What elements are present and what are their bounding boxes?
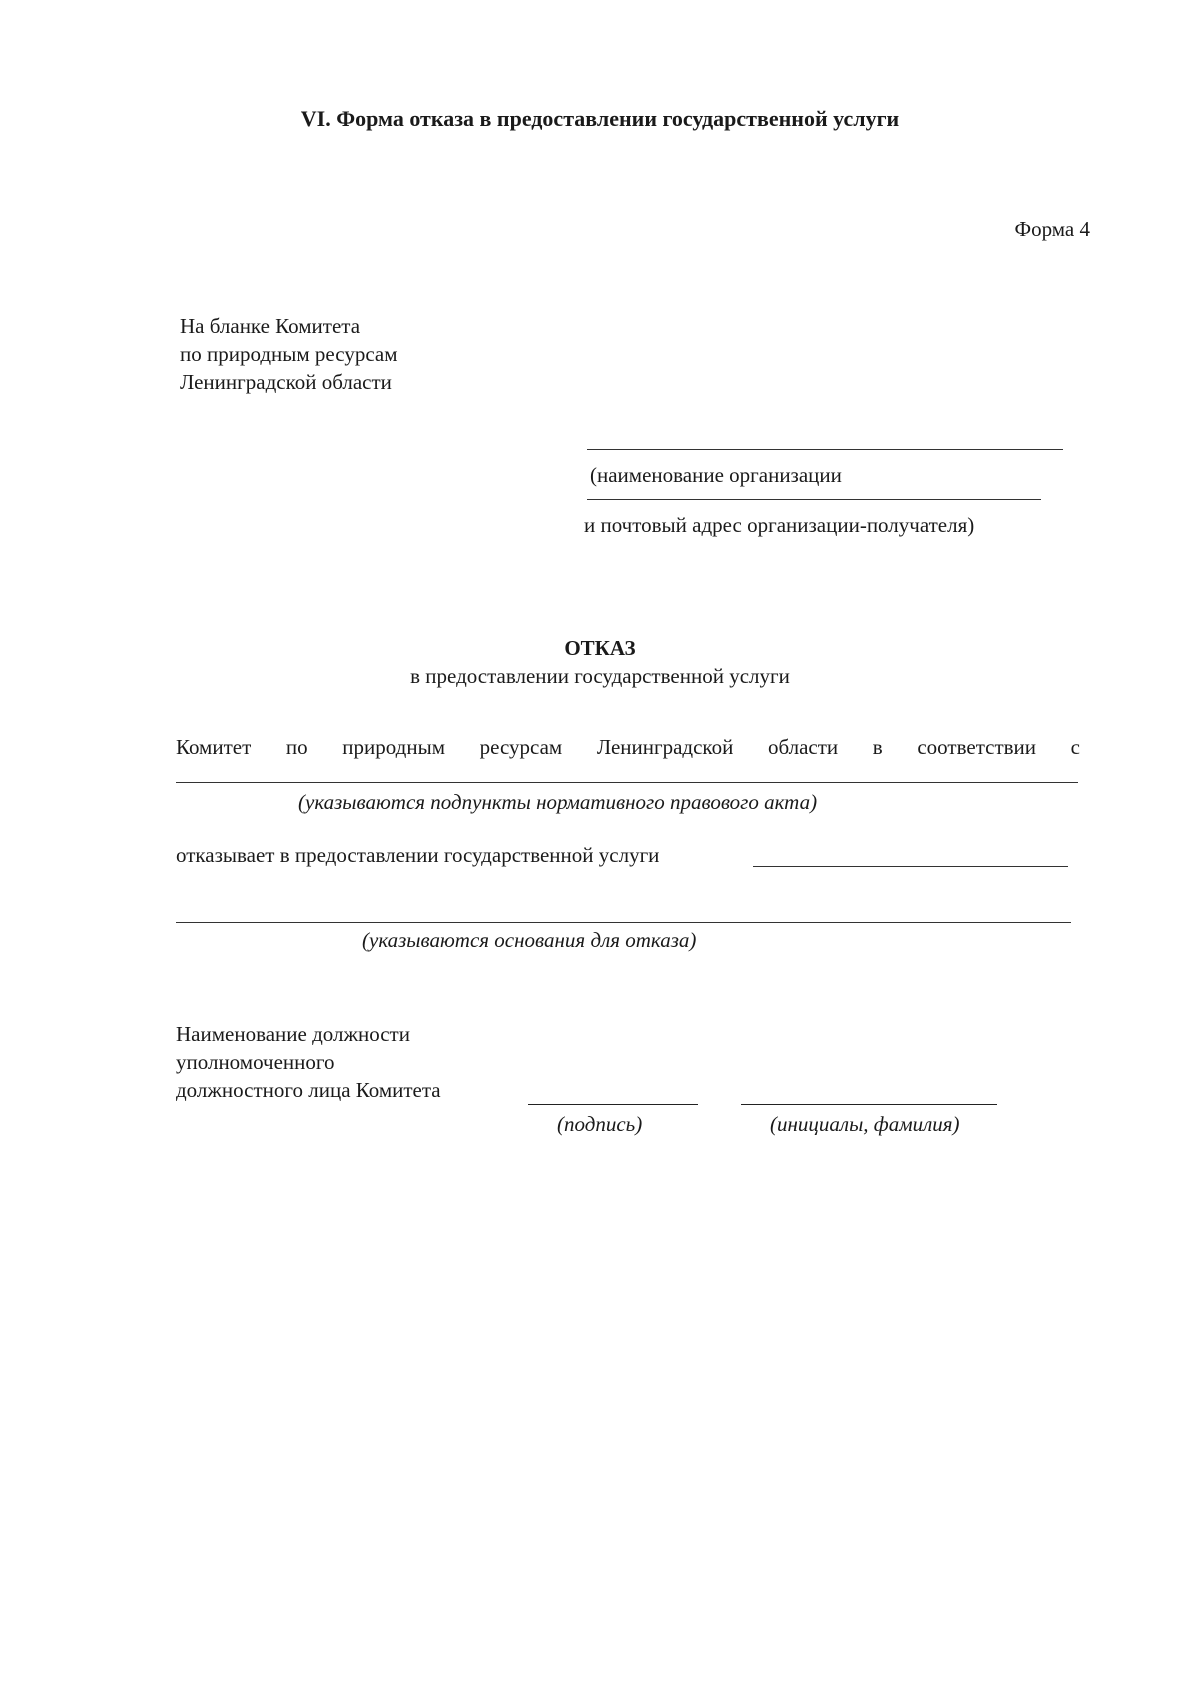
signatory-line-1: Наименование должности: [176, 1022, 410, 1046]
letterhead-line-2: по природным ресурсам: [180, 342, 398, 366]
signature-line[interactable]: [528, 1104, 698, 1105]
signature-caption: (подпись): [557, 1112, 643, 1136]
form-number: Форма 4: [1014, 217, 1090, 241]
body-word: Комитет: [176, 735, 252, 759]
recipient-name-caption: (наименование организации: [590, 463, 842, 487]
name-line[interactable]: [741, 1104, 997, 1105]
refuses-text: отказывает в предоставлении государственной услуги: [176, 843, 660, 867]
recipient-address-line[interactable]: [587, 499, 1041, 500]
body-word: по: [285, 735, 308, 759]
body-word: соответствии: [917, 735, 1037, 759]
body-text-line: [176, 735, 1080, 760]
body-word: Ленинградской: [596, 735, 734, 759]
body-word: природным: [342, 735, 445, 759]
legal-act-hint: (указываются подпункты нормативного правового акта): [298, 790, 818, 814]
body-word: области: [767, 735, 839, 759]
name-caption: (инициалы, фамилия): [770, 1112, 960, 1136]
recipient-address-caption: и почтовый адрес организации-получателя): [584, 513, 975, 537]
letterhead-line-1: На бланке Комитета: [180, 314, 361, 338]
document-subtitle: в предоставлении государственной услуги: [410, 664, 790, 688]
legal-act-line[interactable]: [176, 782, 1078, 783]
letterhead-line-3: Ленинградской области: [180, 370, 392, 394]
body-word: в: [872, 735, 883, 759]
section-title: VI. Форма отказа в предоставлении государственной услуги: [300, 106, 900, 131]
recipient-name-line[interactable]: [587, 449, 1063, 450]
signatory-line-2: уполномоченного: [176, 1050, 335, 1074]
grounds-hint: (указываются основания для отказа): [362, 928, 697, 952]
letterhead: [180, 312, 398, 396]
signatory-line-3: должностного лица Комитета: [176, 1078, 441, 1102]
document-title: ОТКАЗ: [564, 636, 636, 660]
grounds-line[interactable]: [176, 922, 1071, 923]
signatory-position: [176, 1020, 441, 1104]
body-word: ресурсам: [479, 735, 563, 759]
body-word: с: [1070, 735, 1080, 759]
service-name-line[interactable]: [753, 866, 1068, 867]
